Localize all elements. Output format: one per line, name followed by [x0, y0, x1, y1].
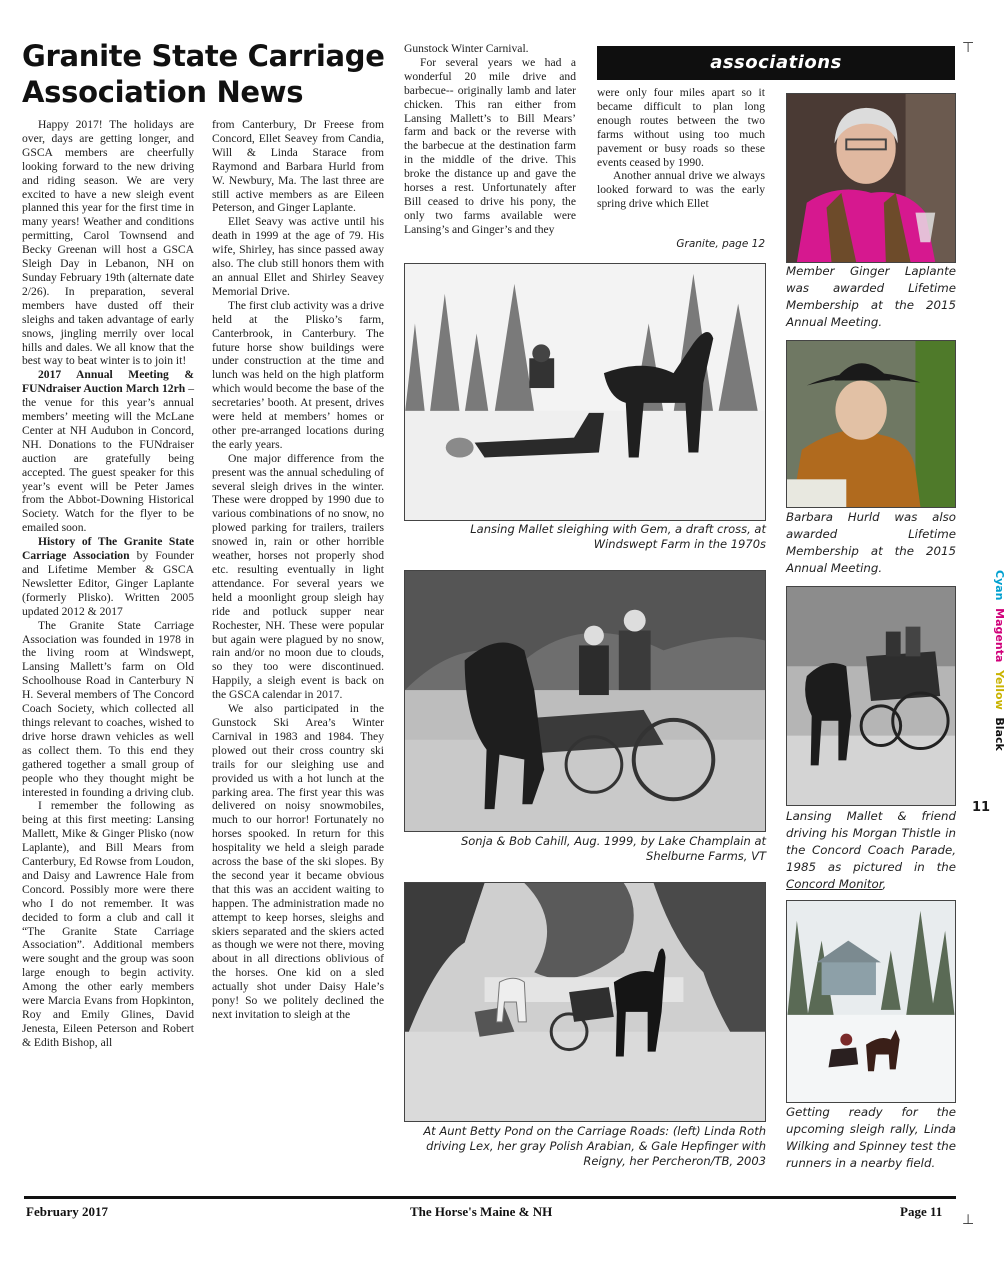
article-paragraph: [597, 169, 765, 211]
paragraph-heading: History of The Granite State Carriage Association: [22, 535, 194, 563]
black-label: Black: [993, 717, 1006, 751]
article-paragraph: [212, 299, 384, 452]
article-paragraph: [404, 56, 576, 237]
caption-morgan-text: Lansing Mallet & friend driving his Morgan Thistle in the Concord Coach Parade, 1985 as pictured in the: [786, 809, 956, 874]
color-registration-strip: [986, 570, 1006, 751]
article-paragraph: [404, 42, 576, 56]
photo-ginger-laplante: [786, 93, 956, 263]
paragraph-text: The first club activity was a drive held at the Plisko’s farm, Canterbrook, in Canterbury. The future horse show buildings were under construction at the time and lunch was held on the high platform which would become the base of the secretaries’ booth. At present, drives were held at members’ homes or other pre-arranged locations during the early years.: [212, 298, 384, 451]
footer-page-number: Page 11: [900, 1204, 943, 1219]
article-paragraph: [212, 702, 384, 1022]
section-banner: associations: [597, 46, 955, 80]
article-paragraph: [212, 118, 384, 215]
caption-morgan: [786, 808, 956, 893]
article-paragraph: [22, 535, 194, 618]
paragraph-text: I remember the following as being at this first meeting: Lansing Mallett, Mike & Ginger Plisko (now Laplante), and Bill Mears from Canterbury, Ed Rowse from Loudon, and Daisy and Lawrence Hale from Concord. Possibly more were there who I do not remember. It was decided to form a club and call it “The Granite State Carriage Association”. Additional members were sought and the group was soon large enough to begin activity. Among the other early members were Marcia Evans from Hopkinton, Roy and Emily Glines, David Jenesta, Eileen Peterson and Robert & Edith Bishop, all: [22, 799, 194, 1049]
article-paragraph: [212, 452, 384, 702]
article-paragraph: [22, 118, 194, 368]
paragraph-text: One major difference from the present was the annual scheduling of several sleigh drives in the winter. These were dropped by 1990 due to various combinations of no snow, no plowed parking for trailers, trailers snowed in, rain or other horrible weather, horses not properly shod etc. resulting eventually in light attendance. For several years we held a moonlight group sleigh hay ride and potluck supper near Rochester, NH. These were popular but again were plagued by no snow, rain and/or no moon due to clouds, so they too were discontinued. Happily, a sleigh event is back on the GSCA calendar in 2017.: [212, 451, 384, 702]
paragraph-text: Gunstock Winter Carnival.: [404, 42, 529, 55]
paragraph-text: by Founder and Lifetime Member & GSCA Newsletter Editor, Ginger Laplante (formerly Plisko). Written 2005 updated 2012 & 2017: [22, 549, 194, 618]
caption-sleigh-snow: Lansing Mallet sleighing with Gem, a draft cross, at Windswept Farm in the 1970s: [470, 522, 766, 551]
caption-cahill: Sonja & Bob Cahill, Aug. 1999, by Lake Champlain at Shelburne Farms, VT: [460, 834, 766, 863]
paragraph-text: from Canterbury, Dr Freese from Concord, Ellet Seavey from Candia, Will & Linda Starace from Raymond and Barbara Hurld from W. Newbury, Ma. The last three are still active members as are Eileen Peterson, and Ginger Laplante.: [212, 118, 384, 215]
article-title: Granite State Carriage Association News: [22, 39, 385, 109]
caption-ginger: Member Ginger Laplante was awarded Lifetime Membership at the 2015 Annual Meeting.: [786, 264, 956, 329]
photo-aunt-betty-pond: [404, 882, 766, 1122]
article-paragraph: [22, 619, 194, 800]
article-paragraph: [22, 799, 194, 1049]
photo-morgan-thistle: [786, 586, 956, 806]
paragraph-text: The Granite State Carriage Association was founded in 1978 in the living room at Windswept, Lansing Mallett’s farm on Old Schoolhouse Road in Canterbury N H. Several members of The Concord Coach Society, which collected all things relevant to coaches, wished to drive horse drawn vehicles as well as collect them. To this end they gathered together a small group of people who they thought might be interested in founding a driving club.: [22, 618, 194, 799]
paragraph-text: We also participated in the Gunstock Ski Area’s Winter Carnival in 1983 and 1984. They plowed out their cross country ski trails for our sleighing use and provided us with a hot lunch at the parking area. The first year this was delivered on noisy snowmobiles, much to our horror! Fortunately no horses spooked. In return for this hospitality we held a sleigh parade across the base of the ski slopes. By the second year it became obvious that this was an accident waiting to happen. The administration made no attempt to keep horses, sleighs and skiers separated and the skiers acted as though we were not there, moving about in all directions oblivious of the horses. One kid on a sled actually shot under Daisy Hale’s pony! So we politely declined the next invitation to sleigh at the: [212, 702, 384, 1021]
text-column-2: [212, 118, 384, 1168]
article-paragraph: [212, 215, 384, 298]
text-column-4: [597, 86, 765, 226]
article-paragraph: [22, 368, 194, 535]
caption-morgan-end: ,: [882, 877, 887, 891]
crop-mark-bottom: ⊥: [962, 1212, 975, 1228]
paragraph-text: Another annual drive we always looked forward to was the early spring drive which Ellet: [597, 169, 765, 211]
article-paragraph: [597, 86, 765, 169]
paragraph-text: were only four miles apart so it became difficult to plan long enough routes between the two farms without using too much pavement or busy roads so these events ceased by 1990.: [597, 86, 765, 169]
cyan-label: Cyan: [993, 570, 1006, 601]
caption-pond: At Aunt Betty Pond on the Carriage Roads: (left) Linda Roth driving Lex, her gray Polish Arabian, & Gale Hepfinger with Reigny, her Percheron/TB, 2003: [423, 1124, 766, 1168]
concord-monitor-title: Concord Monitor: [786, 877, 883, 891]
paragraph-text: – the venue for this year’s annual members’ meeting will the McLane Center at NH Audubon in Concord, NH. Donations to the FUNdraiser auction are gratefully being accepted. The guest speaker for this year’s event will be Peter James from the Abbot-Downing Historical Society. Watch for the flyer to be emailed soon.: [22, 382, 194, 535]
paragraph-heading: 2017 Annual Meeting & FUNdraiser Auction March 12rh: [22, 368, 194, 396]
page-marker: 11: [972, 800, 991, 815]
paragraph-text: For several years we had a wonderful 20 mile drive and barbecue-- originally lamb and later chicken. This ran either from Lansing Mallett’s to Bill Mears’ farm and back or the reverse with the barbecue at the destination farm in the middle of the drive. This broke the distance up and gave the horses a rest. Unfortunately after Bill ceased to drive his pony, the only two farms available were Lansing’s and Ginger’s and they: [404, 55, 576, 236]
continued-jump: Granite, page 12: [676, 238, 765, 250]
caption-barbara: Barbara Hurld was also awarded Lifetime Membership at the 2015 Annual Meeting.: [786, 510, 956, 575]
photo-barbara-hurld: [786, 340, 956, 508]
magenta-label: Magenta: [993, 608, 1006, 663]
footer-date: February 2017: [26, 1204, 108, 1219]
paragraph-text: Ellet Seavy was active until his death in 1999 at the age of 79. His wife, Shirley, has since passed away also. The club still honors them with an annual Ellet and Shirley Seavey Memorial Drive.: [212, 215, 384, 298]
paragraph-text: Happy 2017! The holidays are over, days are getting longer, and GSCA members are cheerfully looking forward to the new driving and riding season. We are very excited to have a new sleigh event planned this year for the first time in many years! Weather and conditions permitting, Carol Townsend and Becky Greenan will host a GSCA Sleigh Day in Lebanon, NH on Sunday February 19th (alternate date 2/26). In preparation, several members have dusted off their sleighs and taken advantage of early snows, jingling merrily over local hills and dales. We all know that the best way to beat winter is to join it!: [22, 118, 194, 368]
photo-sleigh-rally: [786, 900, 956, 1103]
photo-sleigh-snow: [404, 263, 766, 521]
footer-rule: [24, 1196, 956, 1199]
text-column-1: [22, 118, 194, 1168]
crop-mark-top: ⊤: [962, 40, 975, 56]
text-column-3: [404, 42, 576, 257]
yellow-label: Yellow: [993, 670, 1006, 710]
photo-cahill-carriage: [404, 570, 766, 832]
caption-sleigh-rally: Getting ready for the upcoming sleigh rally, Linda Wilking and Spinney test the runners in a nearby field.: [786, 1105, 956, 1170]
footer-publication: The Horse's Maine & NH: [410, 1204, 553, 1219]
